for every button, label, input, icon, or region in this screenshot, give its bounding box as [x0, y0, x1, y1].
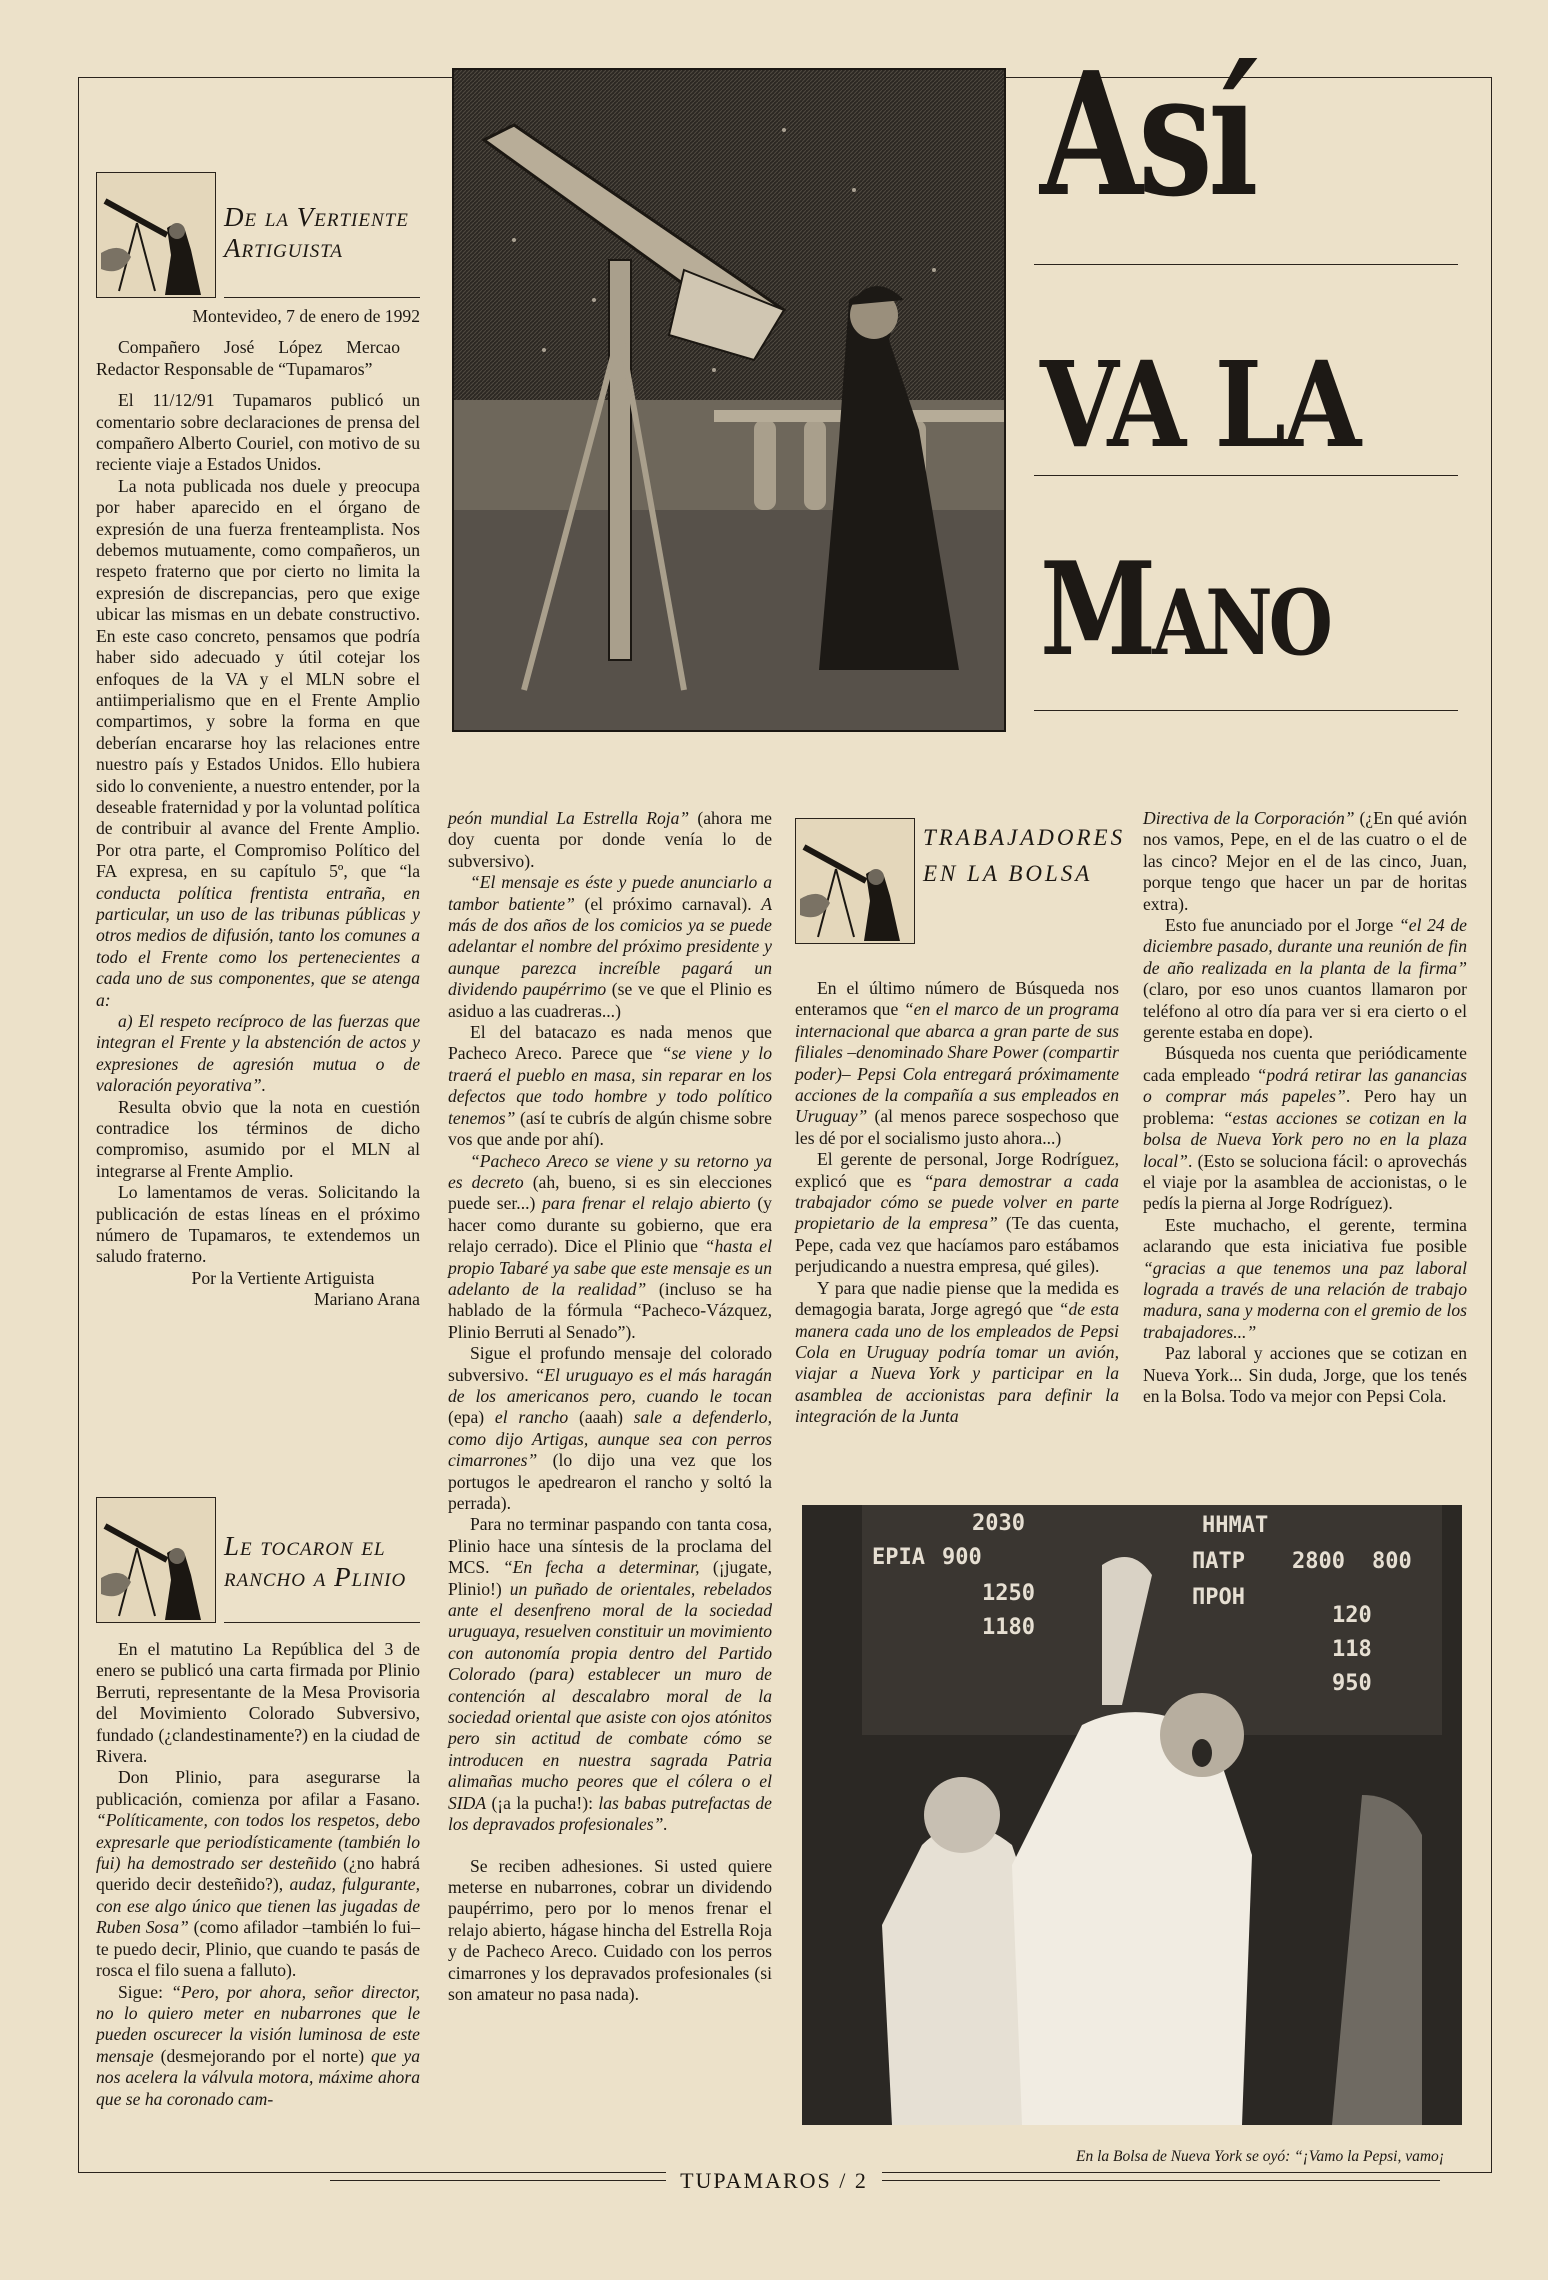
- column-plinio: [96, 1497, 420, 2110]
- title-rule: [224, 297, 420, 298]
- board-value: 118: [1332, 1637, 1372, 1662]
- signature-name: Mariano Arana: [313, 1289, 420, 1310]
- section-title: De la Vertiente Artiguista: [224, 202, 409, 263]
- letter-addressee: Compañero José López Mercao Redactor Responsable de “Tupamaros”: [96, 337, 400, 379]
- headline-line2: VA LA: [1040, 335, 1358, 474]
- headline-line1: Así: [1040, 35, 1254, 235]
- paragraph: Se reciben adhesiones. Si usted quiere meterse en nubarrones, cobrar un dividendo paupérrimo, pero por lo menos frenar el relajo abierto, hágase hincha del Estrella Roja y de Pacheco Areco. Cuidado con los perros cimarrones y los depravados profesionales (si son amateur no pasa nada).: [448, 1855, 772, 2004]
- paragraph: Directiva de la Corporación” (¿En qué avión nos vamos, Pepe, en el de las cuatro o el de las cinco? Mejor en el de las cinco, Juan, porque tengo que hacer un par de horitas extra).: [1143, 808, 1467, 914]
- astronomer-logo-icon: [96, 172, 216, 298]
- column-vertiente: [96, 172, 420, 1311]
- paragraph: “Pacheco Areco se viene y su retorno ya es decreto (ah, bueno, si es sin elecciones puede ser...) para frenar el relajo abierto (y hacer como durante su gobierno, que era relajo cerrado). Dice el Plinio que “hasta el propio Tabaré ya sabe que este mensaje es un adelanto de la realidad” (incluso se ha hablado de la fórmula “Pacheco-Vázquez, Plinio Berruti al Senado”).: [448, 1150, 772, 1342]
- title-rule: [224, 1622, 420, 1623]
- astronomer-engraving: [452, 68, 1006, 732]
- headline-rule: [1034, 264, 1458, 265]
- paragraph: Búsqueda nos cuenta que periódicamente cada empleado “podrá retirar las ganancias o comprar más papeles”. Pero hay un problema: “estas acciones se cotizan en la bolsa de Nueva York pero no en la plaza local”. (Esto se soluciona fácil: o aprovechás el viaje por la asamblea de accionistas, o le pedís la pierna al Jorge Rodríguez).: [1143, 1043, 1468, 1214]
- paragraph: La nota publicada nos duele y preocupa por haber aparecido en el órgano de expresión de una fuerza frenteamplista. Nos debemos mutuamente, como compañeros, un respeto fraterno que por cierto no limita la expresión de discrepancias, pero que exige ubicar las mismas en un debate constructivo. En este caso concreto, pensamos que podría haber sido adecuado y útil cotejar los enfoques de la VA y el MLN sobre el antiimperialismo que en el Frente Amplio compartimos, y sobre la forma en que deberían encararse hoy las relaciones entre nuestro país y Estados Unidos. Ello hubiera sido lo conveniente, a nuestro entender, por la deseable fraternidad y por la voluntad política de contribuir al avance del Frente Amplio. Por otra parte, el Compromiso Político del FA expresa, en su capítulo 5º, que “la conducta política frentista entraña, en particular, un uso de las tribunas públicas y otros medios de difusión, tanto los comunes a todo el Frente como los pertenecientes a cada uno de sus componentes, que se atenga a:: [96, 475, 420, 1010]
- headline-rule: [1034, 710, 1458, 711]
- section-header: [96, 1497, 420, 1627]
- paragraph: Paz laboral y acciones que se cotizan en Nueva York... Sin duda, Jorge, que los tenés en la Bolsa. Todo va mejor con Pepsi Cola.: [1143, 1343, 1467, 1406]
- paragraph: El del batacazo es nada menos que Pacheco Areco. Parece que “se viene y lo traerá el pueblo en masa, sin reparar en los defectos que todo hombre y todo político tenemos” (así te cubrís de algún chisme sobre vos que ande por ahí).: [448, 1022, 772, 1150]
- letter-date: Montevideo, 7 de enero de 1992: [192, 306, 420, 326]
- paragraph: Esto fue anunciado por el Jorge “el 24 de diciembre pasado, durante una reunión de fin de año realizada en la planta de la firma” (claro, por eso unos cuantos llamaron por teléfono al otro día para ver si era cierto o el gerente estaba en dope).: [1143, 915, 1467, 1043]
- paragraph: Don Plinio, para asegurarse la publicación, comienza por afilar a Fasano. “Políticamente, con todos los respetos, debo expresarle que periodísticamente (también lo fui) ha demostrado ser desteñido (¿no habrá querido decir desteñido?), audaz, fulgurante, con ese algo único que tienen las jugadas de Ruben Sosa” (como afilador –también lo fui– te puedo decir, Plinio, que cuando te pasás de rosca el filo suena a falluto).: [96, 1767, 420, 1981]
- section-title: TRABAJADORES EN LA BOLSA: [923, 825, 1126, 886]
- paragraph: Lo lamentamos de veras. Solicitando la publicación de estas líneas en el próximo número de Tupamaros, te extendemos un saludo fraterno.: [96, 1182, 420, 1267]
- board-value: 1250: [982, 1581, 1035, 1606]
- paragraph: Sigue: “Pero, por ahora, señor director, no lo quiero meter en nubarrones que le pueden oscurecer la visión luminosa de este mensaje (desmejorando por el norte) que ya nos acelera la válvula motora, máxime ahora que se ha coronado cam-: [96, 1981, 420, 2109]
- paragraph: a) El respeto recíproco de las fuerzas que integran el Frente y la abstención de actos y expresiones de agresión mutua o de valoración peyorativa”.: [96, 1011, 420, 1096]
- paragraph: Sigue el profundo mensaje del colorado subversivo. “El uruguayo es el más haragán de los americanos pero, cuando le tocan (epa) el rancho (aaah) sale a defenderlo, como dijo Artigas, aunque sea con perros cimarrones” (lo dijo una vez que los portugos le apedrearon el rancho y soltó la perrada).: [448, 1343, 772, 1513]
- photo-caption: En la Bolsa de Nueva York se oyó: “¡Vamo la Pepsi, vamo¡: [1076, 2148, 1445, 2165]
- column-trabajadores: [795, 818, 1126, 1428]
- column-trabajadores-cont: [1143, 808, 1467, 1407]
- stock-exchange-photo: [802, 1505, 1462, 2125]
- paragraph: El 11/12/91 Tupamaros publicó un comentario sobre declaraciones de prensa del compañero Alberto Couriel, con motivo de su reciente viaje a Estados Unidos.: [96, 390, 420, 475]
- paragraph: Este muchacho, el gerente, termina aclarando que esta iniciativa fue posible “gracias a que tenemos una paz laboral lograda a través de una relación de trabajo madura, sana y moderna con el gremio de los trabajadores...”: [1143, 1214, 1467, 1342]
- paragraph: peón mundial La Estrella Roja” (ahora me doy cuenta por donde venía lo de subversivo).: [448, 808, 772, 871]
- paragraph: El gerente de personal, Jorge Rodríguez, explicó que es “para demostrar a cada trabajador cómo se puede volver en parte propietario de la empresa” (Te das cuenta, Pepe, cada vez que hacíamos paro estábamos perjudicando a nuestra empresa, qué giles).: [795, 1149, 1120, 1277]
- board-value: 950: [1332, 1671, 1372, 1696]
- paragraph: En el matutino La República del 3 de enero se publicó una carta firmada por Plinio Berruti, representante de la Mesa Provisoria del Movimiento Colorado Subversivo, fundado (¿clandestinamente?) en la ciudad de Rivera.: [96, 1639, 420, 1767]
- paragraph: Para no terminar paspando con tanta cosa, Plinio hace una síntesis de la proclama del MCS. “En fecha a determinar, (¡jugate, Plinio!) un puñado de orientales, rebelados ante el desenfreno moral de la sociedad uruguaya, resuelven constituir un movimiento con autonomía propia dentro del Partido Colorado (para) establecer un muro de contención al descalabro moral de la sociedad oriental que asiste con ojos atónitos pero sin actitud de combate cómo se introducen en nuestra sagrada Patria alimañas mucho peores que el cólera o el SIDA (¡a la pucha!): las babas putrefactas de los depravados profesionales”.: [448, 1514, 772, 1835]
- footer-label: TUPAMAROS / 2: [666, 2168, 882, 2193]
- paragraph: En el último número de Búsqueda nos enteramos que “en el marco de un programa internacional que abarca a gran parte de sus filiales –denominado Share Power (compartir poder)– Pepsi Cola entregará próximamente acciones de la compañía a sus empleados en Uruguay” (al menos parece sospechoso que les dé por el socialismo justo ahora...): [795, 978, 1120, 1148]
- section-title: Le tocaron el rancho a Plinio: [224, 1531, 407, 1592]
- board-label: ПАТР: [1192, 1549, 1245, 1574]
- board-value: 1180: [982, 1615, 1035, 1640]
- headline-line3: Mano: [1040, 535, 1329, 685]
- paragraph: Resulta obvio que la nota en cuestión contradice los términos de dicho compromiso, asumido por el MLN al integrarse al Frente Amplio.: [96, 1096, 420, 1181]
- board-label: ННМАТ: [1202, 1513, 1269, 1538]
- board-value: 800: [1372, 1549, 1412, 1574]
- board-label: ПРОН: [1192, 1585, 1245, 1610]
- headline-rule: [1034, 475, 1458, 476]
- board-value: 2030: [972, 1511, 1025, 1536]
- section-header: [96, 172, 420, 302]
- astronomer-logo-icon: [96, 1497, 216, 1623]
- astronomer-logo-icon: [795, 818, 915, 944]
- column-plinio-cont: [448, 808, 772, 2005]
- section-header: [795, 818, 1126, 968]
- page-footer: [0, 2168, 1548, 2194]
- board-value: 900: [942, 1545, 982, 1570]
- board-label: ЕРІА: [872, 1545, 925, 1570]
- board-value: 2800: [1292, 1549, 1345, 1574]
- signature-org: Por la Vertiente Artiguista: [191, 1267, 375, 1288]
- board-value: 120: [1332, 1603, 1372, 1628]
- paragraph: Y para que nadie piense que la medida es demagogia barata, Jorge agregó que “de esta manera cada uno de los empleados de Pepsi Cola en Uruguay podría tomar un avión, viajar a Nueva York y participar en la asamblea de accionistas para definir la integración de la Junta: [795, 1277, 1119, 1427]
- paragraph: “El mensaje es éste y puede anunciarlo a tambor batiente” (el próximo carnaval). A más de dos años de los comicios ya se puede adelantar el nombre del próximo presidente y aunque parezca increíble pagará un dividendo paupérrimo (se ve que el Plinio es asiduo a las cuadreras...): [448, 872, 773, 1021]
